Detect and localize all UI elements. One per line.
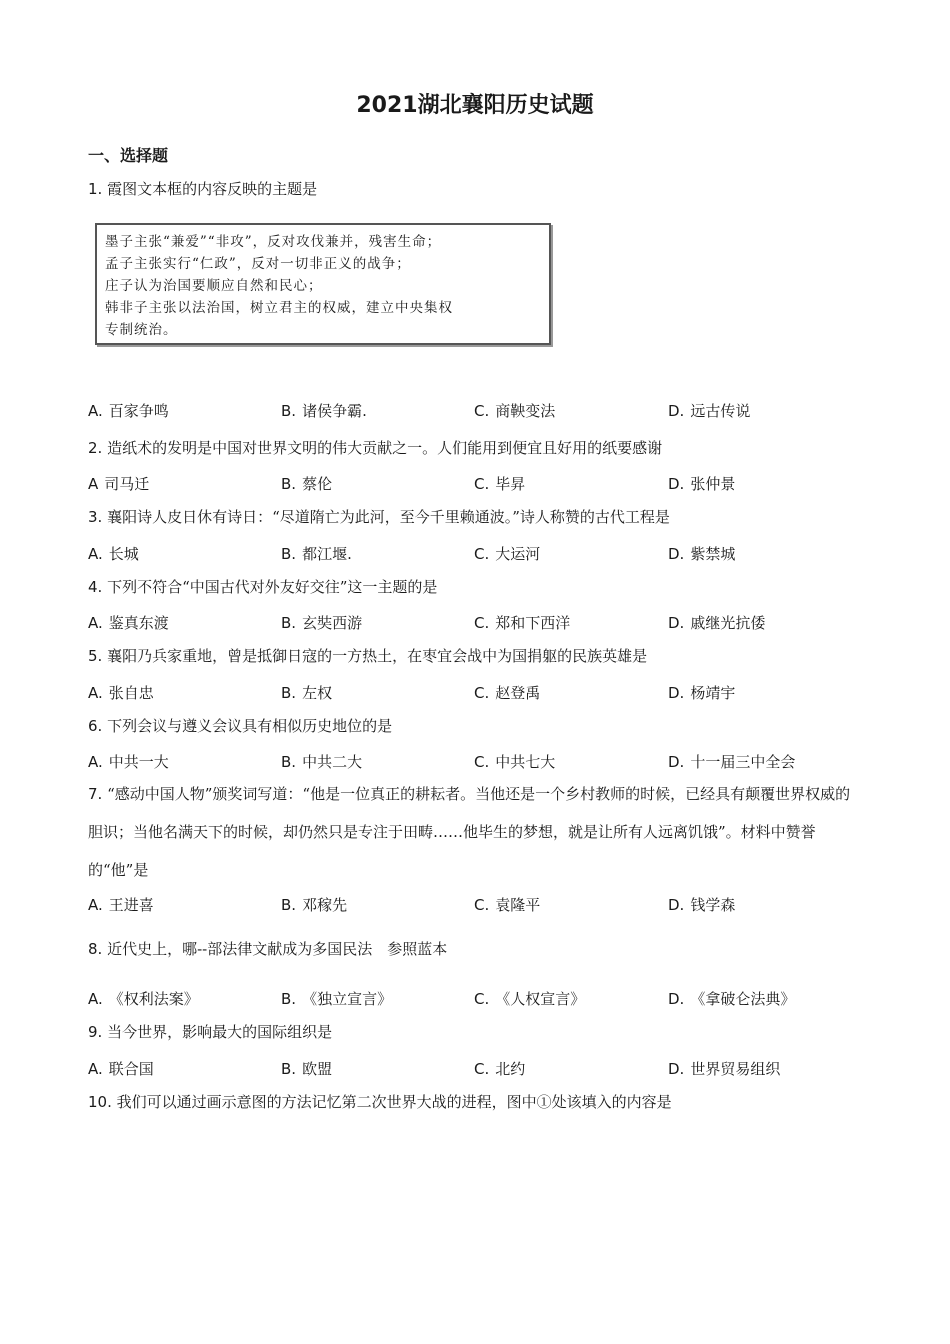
option-a[interactable]: A. 联合国 <box>88 1060 154 1078</box>
option-a[interactable]: A 司马迁 <box>88 475 150 493</box>
option-d[interactable]: D. 紫禁城 <box>668 545 736 563</box>
option-c[interactable]: C. 赵登禹 <box>474 684 541 702</box>
option-a[interactable]: A. 王进喜 <box>88 896 154 914</box>
options-9 <box>88 1058 868 1080</box>
option-d[interactable]: D. 戚继光抗倭 <box>668 614 766 632</box>
option-c[interactable]: C. 袁隆平 <box>474 896 541 914</box>
options-1 <box>88 400 868 422</box>
options-8 <box>88 988 868 1010</box>
quote-line: 专制统治。 <box>105 322 178 338</box>
option-b[interactable]: B. 左权 <box>281 684 333 702</box>
option-c[interactable]: C. 《人权宣言》 <box>474 990 586 1008</box>
question-9: 9. 当今世界，影响最大的国际组织是 <box>88 1023 333 1041</box>
option-c[interactable]: C. 北约 <box>474 1060 526 1078</box>
option-b[interactable]: B. 邓稼先 <box>281 896 348 914</box>
quote-box <box>95 223 551 345</box>
page-title: 2021湖北襄阳历史试题 <box>356 93 594 118</box>
option-a[interactable]: A. 百家争鸣 <box>88 402 169 420</box>
option-d[interactable]: D. 世界贸易组织 <box>668 1060 781 1078</box>
options-6 <box>88 751 868 773</box>
option-c[interactable]: C. 毕昇 <box>474 475 526 493</box>
options-3 <box>88 543 868 565</box>
option-a[interactable]: A. 张自忠 <box>88 684 154 702</box>
question-2: 2. 造纸术的发明是中国对世界文明的伟大贡献之一。人们能用到便宜且好用的纸要感谢 <box>88 439 663 457</box>
option-d[interactable]: D. 张仲景 <box>668 475 736 493</box>
question-10: 10. 我们可以通过画示意图的方法记忆第二次世界大战的进程，图中①处该填入的内容是 <box>88 1093 672 1111</box>
question-4: 4. 下列不符合“中国古代对外友好交往”这一主题的是 <box>88 578 438 596</box>
question-6: 6. 下列会议与遵义会议具有相似历史地位的是 <box>88 717 393 735</box>
option-b[interactable]: B. 中共二大 <box>281 753 363 771</box>
question-1: 1. 霞图文本框的内容反映的主题是 <box>88 180 318 198</box>
option-a[interactable]: A. 长城 <box>88 545 139 563</box>
option-b[interactable]: B. 玄奘西游 <box>281 614 363 632</box>
quote-line: 庄子认为治国要顺应自然和民心； <box>105 278 323 294</box>
option-b[interactable]: B. 欧盟 <box>281 1060 333 1078</box>
option-c[interactable]: C. 中共七大 <box>474 753 556 771</box>
option-c[interactable]: C. 郑和下西洋 <box>474 614 571 632</box>
option-b[interactable]: B. 都江堰. <box>281 545 352 563</box>
question-7: 7. “感动中国人物”颁奖词写道：“他是一位真正的耕耘者。当他还是一个乡村教师的时候，已经具有颠覆世界权威的胆识；当他名满天下的时候，却仍然只是专注于田畴……他毕生的梦想，就是让所有人远离饥饿”。材料中赞誉的“他”是 <box>88 785 851 879</box>
option-a[interactable]: A. 中共一大 <box>88 753 169 771</box>
option-d[interactable]: D. 钱学森 <box>668 896 736 914</box>
quote-line: 墨子主张“兼爱”“非攻”，反对攻伐兼并，残害生命； <box>105 234 442 250</box>
options-5 <box>88 682 868 704</box>
option-c[interactable]: C. 大运河 <box>474 545 541 563</box>
option-a[interactable]: A. 《权利法案》 <box>88 990 199 1008</box>
section-heading: 一、选择题 <box>88 146 169 165</box>
option-b[interactable]: B. 《独立宣言》 <box>281 990 393 1008</box>
options-4 <box>88 612 868 634</box>
option-d[interactable]: D. 远古传说 <box>668 402 751 420</box>
question-8: 8. 近代史上，哪--部法律文献成为多国民法 参照蓝本 <box>88 940 448 958</box>
option-d[interactable]: D. 杨靖宇 <box>668 684 736 702</box>
options-2 <box>88 473 868 495</box>
question-3: 3. 襄阳诗人皮日休有诗日：“尽道隋亡为此河，至今千里赖通波。”诗人称赞的古代工程是 <box>88 508 670 526</box>
options-7 <box>88 894 868 916</box>
quote-line: 韩非子主张以法治国，树立君主的权威，建立中央集权 <box>105 300 453 316</box>
option-d[interactable]: D. 《拿破仑法典》 <box>668 990 796 1008</box>
question-5: 5. 襄阳乃兵家重地，曾是抵御日寇的一方热土，在枣宜会战中为国捐躯的民族英雄是 <box>88 647 648 665</box>
option-b[interactable]: B. 诸侯争霸. <box>281 402 367 420</box>
option-c[interactable]: C. 商鞅变法 <box>474 402 556 420</box>
option-a[interactable]: A. 鉴真东渡 <box>88 614 169 632</box>
quote-line: 孟子主张实行“仁政”，反对一切非正义的战争； <box>105 256 411 272</box>
option-d[interactable]: D. 十一届三中全会 <box>668 753 796 771</box>
option-b[interactable]: B. 蔡伦 <box>281 475 333 493</box>
